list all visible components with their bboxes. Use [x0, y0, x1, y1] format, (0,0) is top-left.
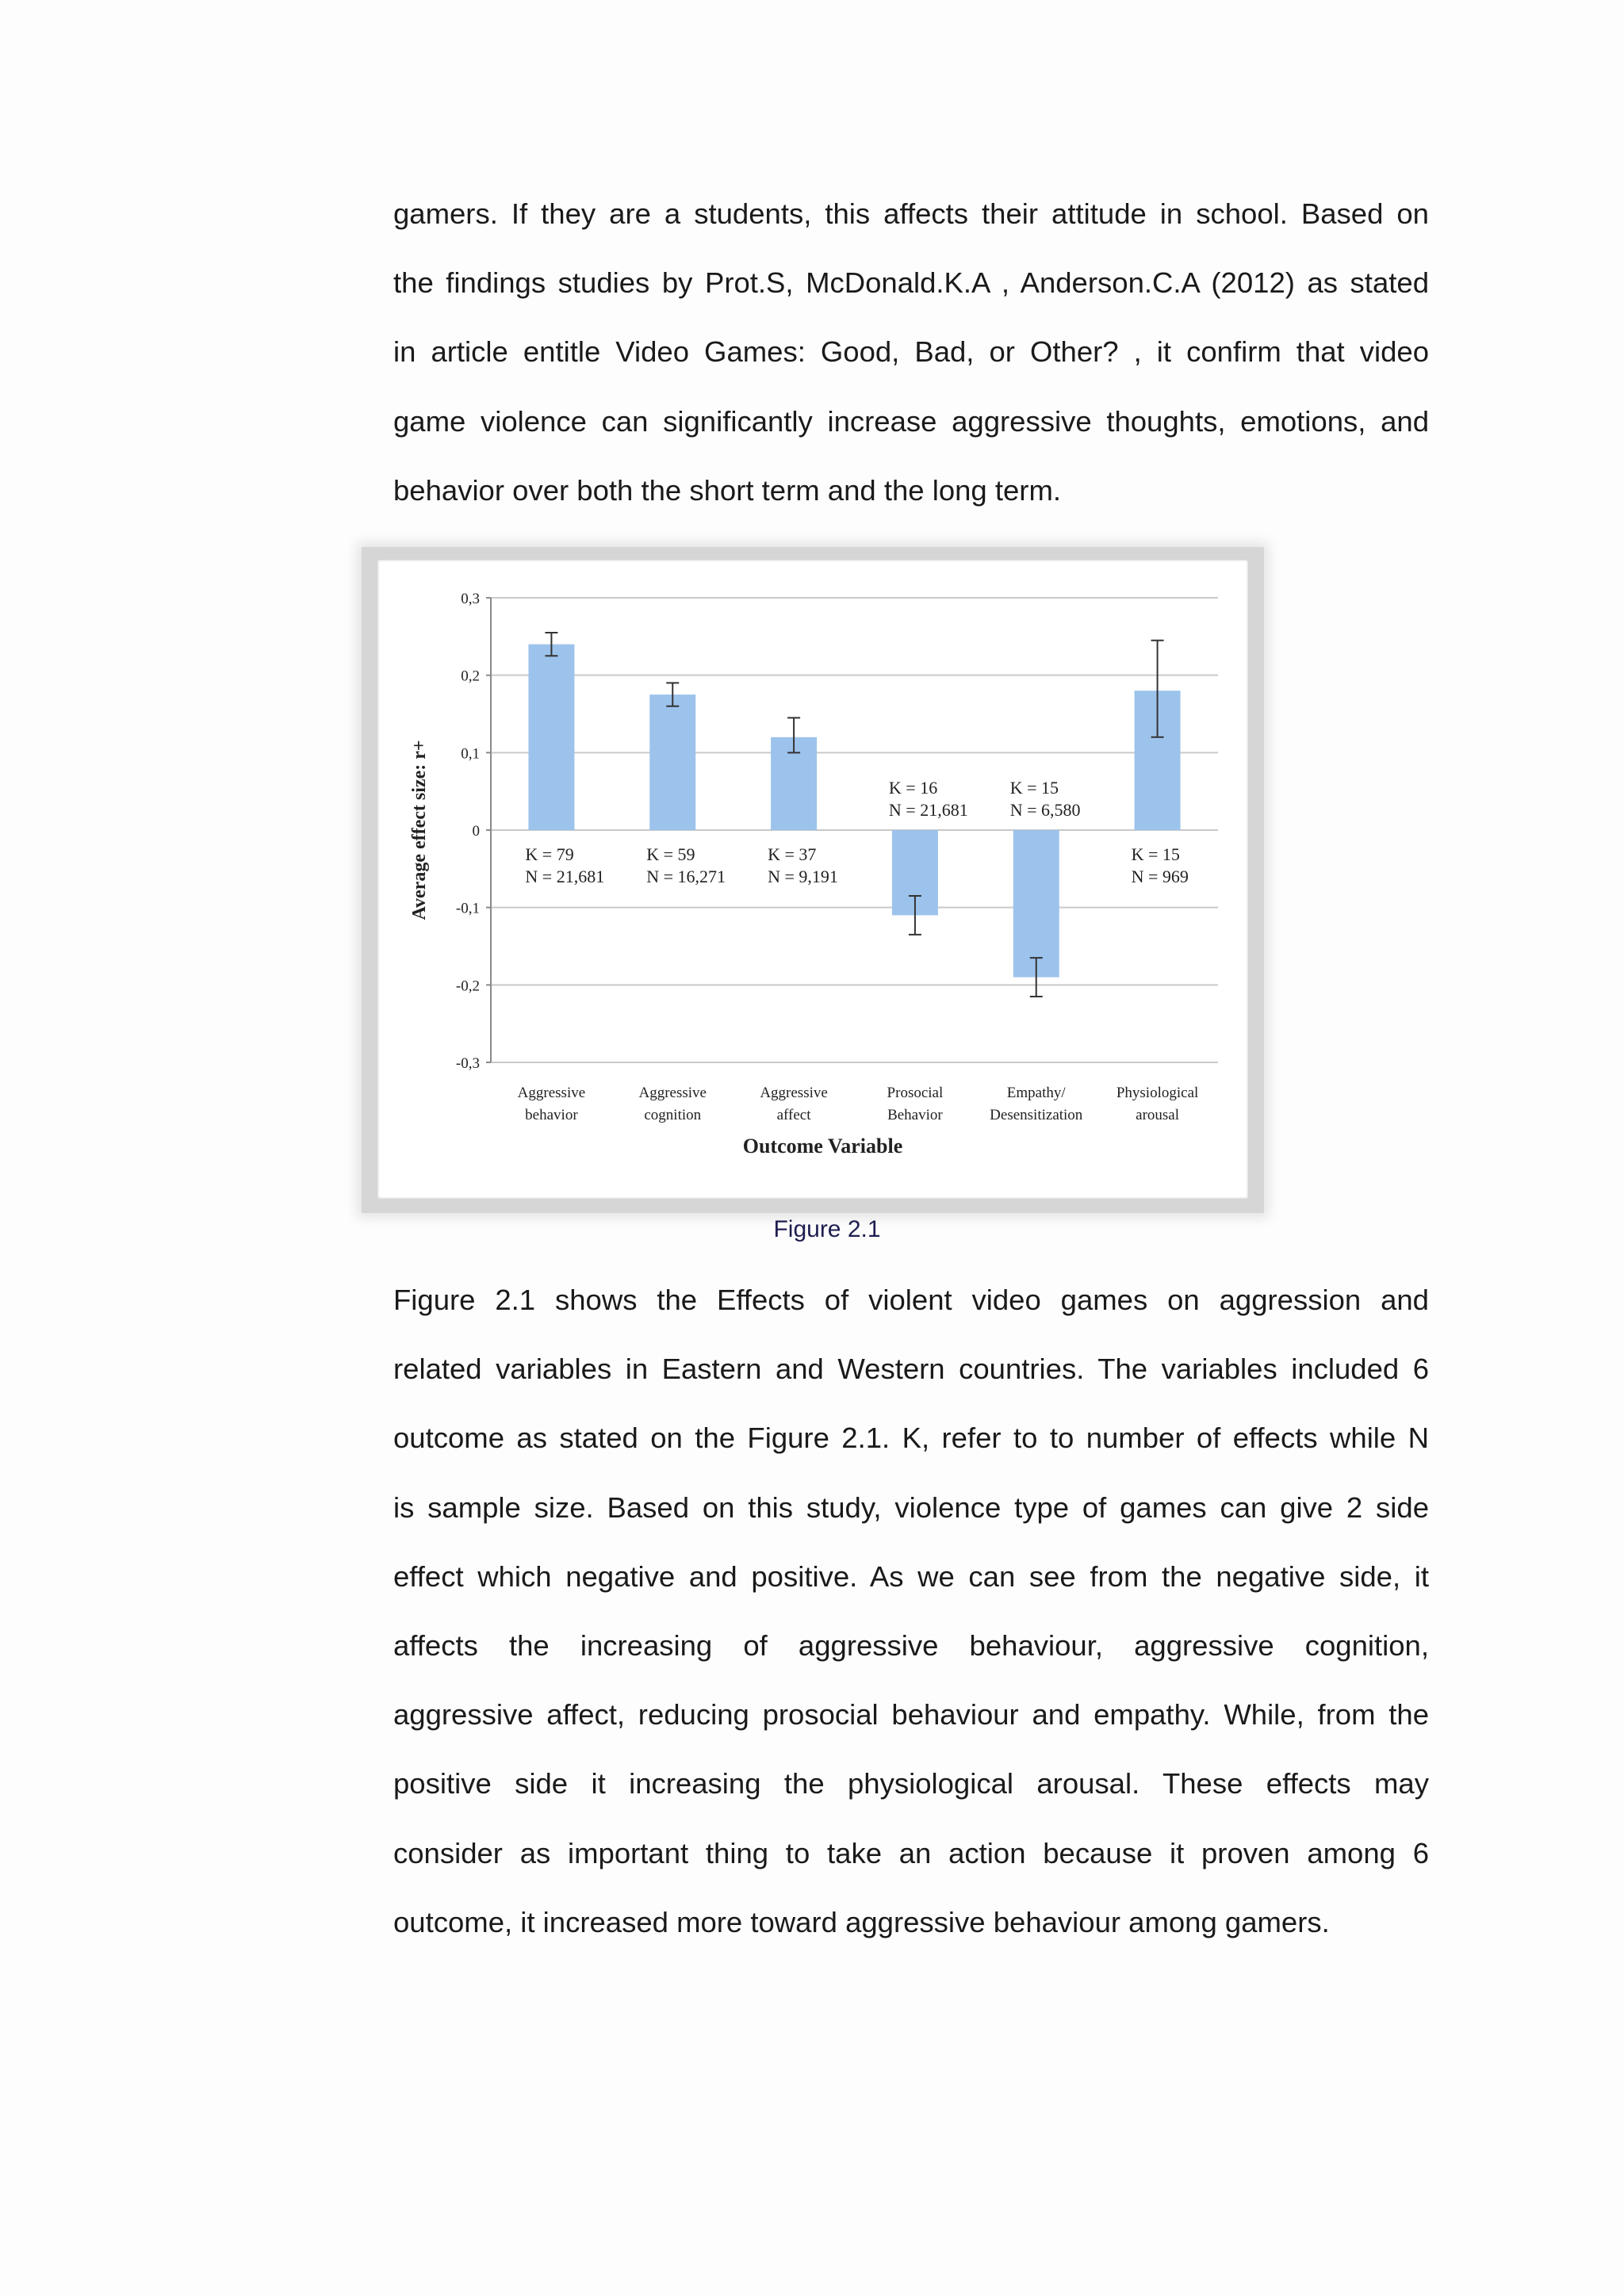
y-tick-label: -0,3	[455, 1055, 480, 1072]
y-tick-label: 0,2	[461, 668, 480, 685]
annotation-k: K = 59	[646, 844, 695, 864]
x-axis-label: Outcome Variable	[742, 1135, 903, 1158]
annotation-k: K = 16	[888, 778, 938, 798]
paragraph-2	[393, 1265, 1429, 1957]
y-tick-label: -0,2	[455, 978, 480, 995]
x-category-label: affect	[776, 1107, 811, 1123]
text-line: outcome as stated on the Figure 2.1. K, refer to to number of effects while N	[393, 1422, 1429, 1455]
text-line: consider as important thing to take an action because it proven among 6	[393, 1836, 1429, 1869]
x-category-label: Empathy/	[1006, 1085, 1066, 1101]
bar-chart	[377, 560, 1248, 1199]
figure-caption: Figure 2.1	[773, 1216, 881, 1242]
x-category-label: cognition	[644, 1107, 702, 1123]
bar	[1013, 830, 1059, 978]
text-line: gamers. If they are a students, this affects their attitude in school. Based on	[393, 197, 1429, 230]
x-category-label: arousal	[1136, 1107, 1180, 1123]
text-line: effect which negative and positive. As we can see from the negative side, it	[393, 1559, 1429, 1593]
annotation-k: K = 79	[525, 844, 574, 864]
annotation-n: N = 969	[1131, 867, 1189, 886]
y-tick-label: 0	[472, 823, 480, 840]
text-line: is sample size. Based on this study, violence type of games can give 2 side	[393, 1490, 1429, 1524]
text-line: positive side it increasing the physiological arousal. These effects may	[393, 1767, 1429, 1800]
annotation-n: N = 21,681	[888, 800, 968, 820]
x-category-label: Aggressive	[638, 1085, 707, 1101]
x-category-label: Behavior	[887, 1107, 943, 1123]
text-line: outcome, it increased more toward aggressive behaviour among gamers.	[393, 1905, 1330, 1938]
x-category-label: Aggressive	[517, 1085, 586, 1101]
x-category-label: Prosocial	[887, 1085, 944, 1101]
annotation-k: K = 37	[768, 844, 817, 864]
bar	[649, 695, 695, 830]
y-tick-label: 0,3	[461, 591, 480, 607]
annotation-n: N = 9,191	[768, 867, 838, 886]
x-category-label: Desensitization	[990, 1107, 1083, 1123]
annotation-n: N = 16,271	[646, 867, 726, 886]
y-tick-label: -0,1	[455, 900, 480, 917]
x-category-label: Aggressive	[760, 1085, 828, 1101]
text-line: affects the increasing of aggressive behaviour, aggressive cognition,	[393, 1628, 1429, 1662]
figure-frame	[362, 547, 1264, 1213]
annotation-n: N = 21,681	[525, 867, 605, 886]
annotation-n: N = 6,580	[1009, 800, 1081, 820]
text-line: in article entitle Video Games: Good, Bad, or Other? , it confirm that video	[393, 335, 1429, 369]
annotation-k: K = 15	[1009, 778, 1059, 798]
text-line: the findings studies by Prot.S, McDonald.K.A , Anderson.C.A (2012) as stated	[393, 266, 1429, 300]
text-line: behavior over both the short term and the long term.	[393, 473, 1061, 507]
x-category-label: Physiological	[1116, 1085, 1199, 1101]
y-axis-label: Average effect size: r+	[409, 740, 430, 920]
figure-image	[377, 560, 1248, 1199]
paragraph-1	[393, 179, 1429, 525]
x-category-label: behavior	[525, 1107, 578, 1123]
text-line: related variables in Eastern and Western countries. The variables included 6	[393, 1353, 1429, 1386]
text-line: game violence can significantly increase aggressive thoughts, emotions, and	[393, 404, 1429, 438]
text-line: aggressive affect, reducing prosocial behaviour and empathy. While, from the	[393, 1698, 1429, 1732]
annotation-k: K = 15	[1131, 844, 1180, 864]
y-tick-label: 0,1	[461, 745, 480, 763]
text-line: Figure 2.1 shows the Effects of violent video games on aggression and	[393, 1284, 1429, 1316]
bar	[528, 645, 574, 830]
